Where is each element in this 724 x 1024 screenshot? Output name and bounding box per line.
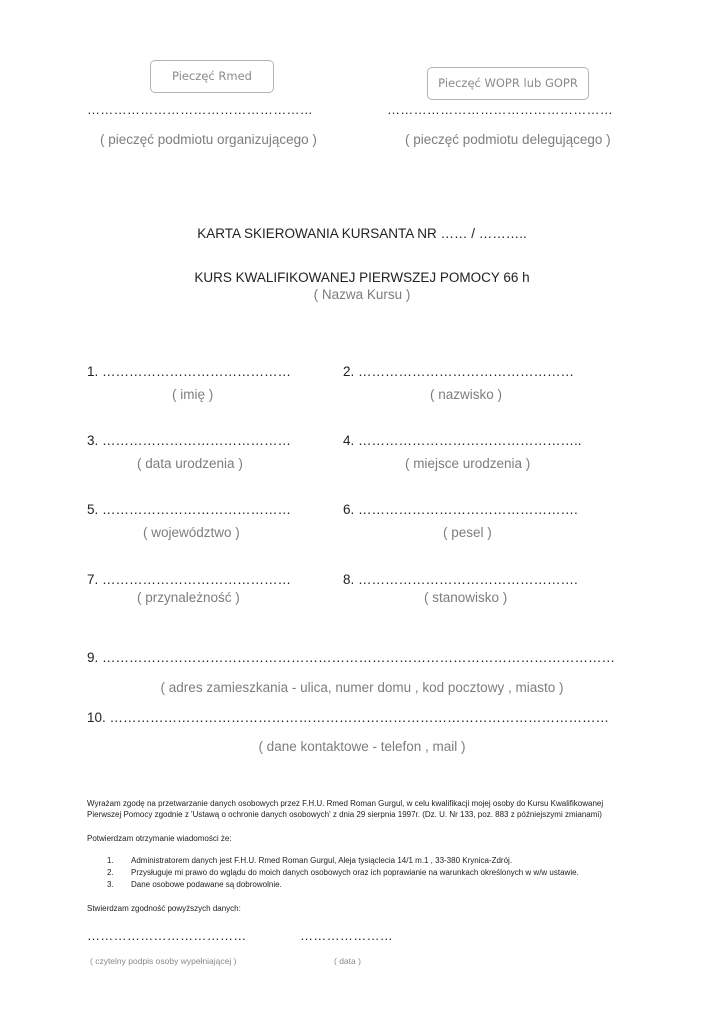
field-address-line[interactable]: 9. …………………………………………………………………………………………………… (87, 650, 616, 665)
filler-signature-line[interactable]: ……………………………… (87, 928, 247, 943)
field-voivodeship-line[interactable]: 5. …………………………………… (87, 502, 292, 517)
field-pesel-caption: ( pesel ) (443, 525, 492, 540)
field-pesel-line[interactable]: 6. …………………………………………. (343, 502, 578, 517)
list-item-text: Administratorem danych jest F.H.U. Rmed Roman Gurgul, Aleja tysiąclecia 14/1 m.1 , 33-380 Krynica-Zdrój. (131, 856, 513, 865)
list-item-text: Dane osobowe podawane są dobrowolnie. (131, 880, 282, 889)
confirm-heading: Potwierdzam otrzymanie wiadomości że: (87, 834, 232, 843)
field-first-name-line[interactable]: 1. …………………………………… (87, 364, 292, 379)
field-position-line[interactable]: 8. …………………………………………. (343, 572, 578, 587)
list-item (107, 855, 579, 867)
field-birth-date-caption: ( data urodzenia ) (137, 456, 243, 471)
field-position-caption: ( stanowisko ) (424, 590, 508, 605)
field-contact-caption: ( dane kontaktowe - telefon , mail ) (258, 739, 466, 754)
course-name: KURS KWALIFIKOWANEJ PIERWSZEJ POMOCY 66 h (194, 270, 530, 285)
stamp-wopr-gopr-label: Pieczęć WOPR lub GOPR (438, 76, 578, 90)
delegating-stamp-line: …………………………………………… (387, 102, 614, 117)
field-birth-date-line[interactable]: 3. …………………………………… (87, 433, 292, 448)
stamp-wopr-gopr (427, 67, 589, 100)
delegating-stamp-caption: ( pieczęć podmiotu delegującego ) (405, 132, 611, 147)
course-name-caption: ( Nazwa Kursu ) (313, 287, 411, 302)
field-contact-line[interactable]: 10. ………………………………………………………………………………………………… (87, 710, 610, 725)
verify-statement: Stwierdzam zgodność powyższych danych: (87, 904, 241, 913)
field-birth-place-line[interactable]: 4. ………………………………………….. (343, 433, 582, 448)
info-list (107, 855, 579, 891)
list-item-number: 3. (107, 880, 114, 889)
field-last-name-line[interactable]: 2. ………………………………………… (343, 364, 575, 379)
stamp-rmed-label: Pieczęć Rmed (172, 69, 252, 83)
list-item-number: 2. (107, 868, 114, 877)
stamp-rmed (150, 60, 274, 93)
organizer-stamp-caption: ( pieczęć podmiotu organizującego ) (100, 132, 317, 147)
field-birth-place-caption: ( miejsce urodzenia ) (405, 456, 531, 471)
date-line[interactable]: ………………… (300, 928, 394, 943)
consent-paragraph-line-1: Wyrażam zgodę na przetwarzanie danych osobowych przez F.H.U. Rmed Roman Gurgul, w celu kwalifikacji mojej osoby do Kursu Kwalifikowanej (87, 799, 604, 808)
list-item-number: 1. (107, 856, 114, 865)
field-affiliation-line[interactable]: 7. …………………………………… (87, 572, 292, 587)
list-item (107, 879, 579, 891)
page-title: KARTA SKIEROWANIA KURSANTA NR …… / ……….. (197, 226, 527, 241)
list-item-text: Przysługuje mi prawo do wglądu do moich danych osobowych oraz ich poprawianie na warunkach określonych w w/w ustawie. (131, 868, 579, 877)
date-caption: ( data ) (334, 956, 361, 966)
filler-signature-caption: ( czytelny podpis osoby wypełniającej ) (90, 956, 237, 966)
field-voivodeship-caption: ( województwo ) (143, 525, 240, 540)
field-first-name-caption: ( imię ) (172, 387, 214, 402)
list-item (107, 867, 579, 879)
organizer-stamp-line: …………………………………………… (87, 102, 314, 117)
consent-paragraph-line-2: Pierwszej Pomocy zgodnie z 'Ustawą o ochronie danych osobowych' z dnia 29 sierpnia 1997r. (Dz. U. Nr 133, poz. 883 z późniejszymi zmianami) (87, 810, 602, 819)
field-address-caption: ( adres zamieszkania - ulica, numer domu , kod pocztowy , miasto ) (160, 680, 564, 695)
field-affiliation-caption: ( przynależność ) (137, 590, 240, 605)
field-last-name-caption: ( nazwisko ) (430, 387, 503, 402)
